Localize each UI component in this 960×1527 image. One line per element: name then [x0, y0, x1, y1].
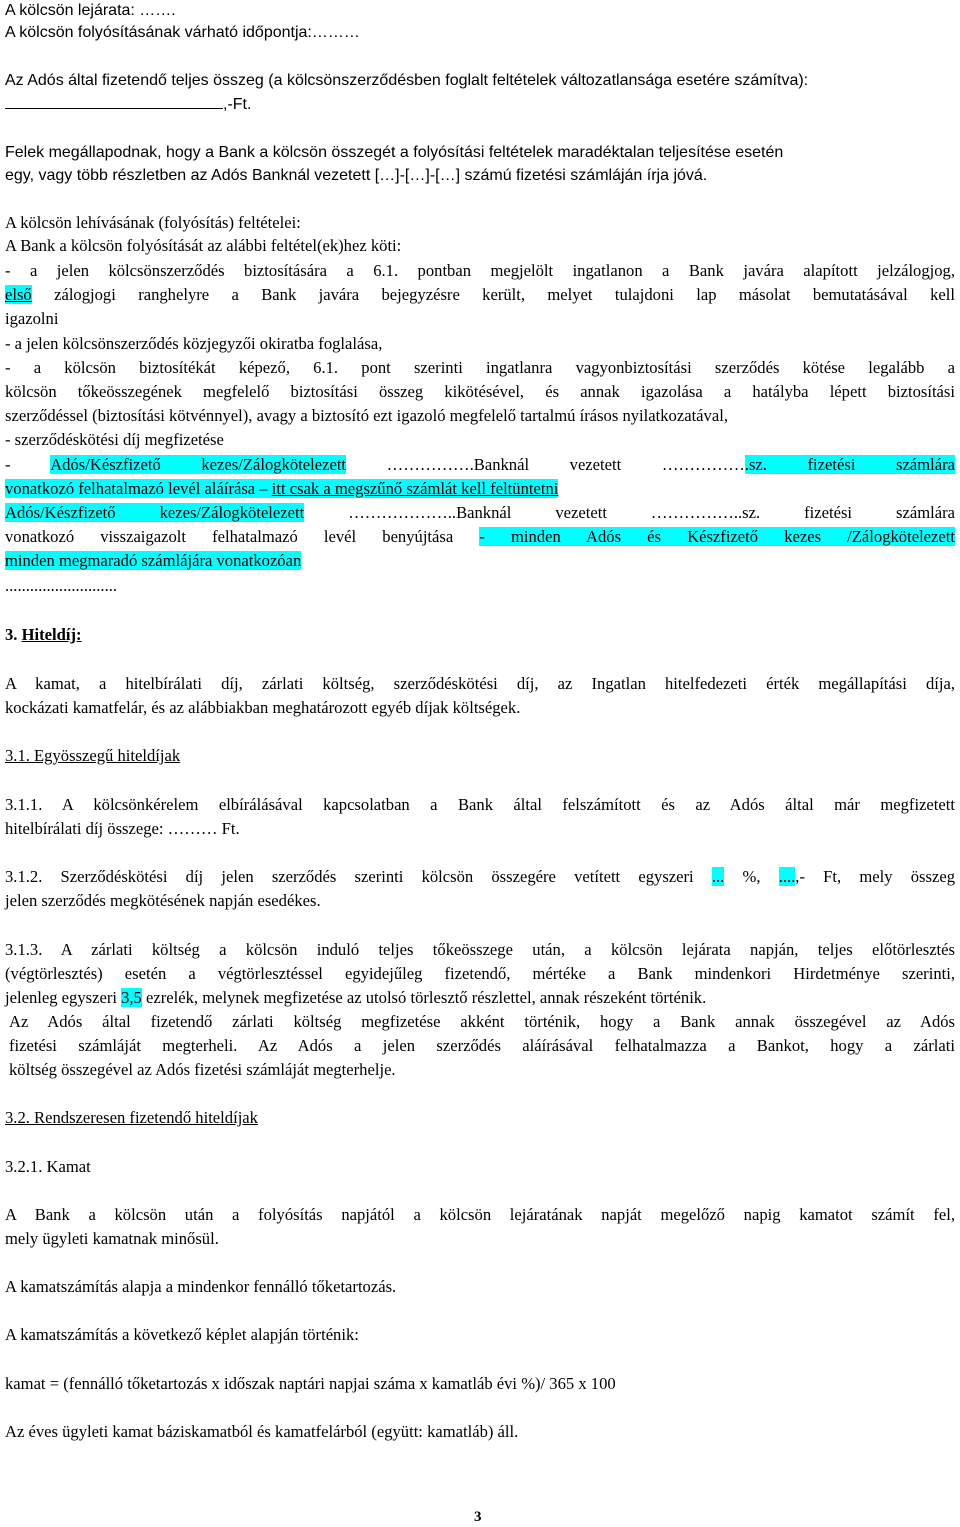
- paragraph-line: [5, 939, 955, 961]
- text: A Bank a kölcsön után a folyósítás napjától a kölcsön lejáratának napját megelőző napig kamatot számít fel,: [5, 1205, 955, 1224]
- text: A Bank a kölcsön folyósítását az alábbi feltétel(ek)hez köti:: [5, 236, 402, 255]
- text: ,- Ft, mely összeg: [795, 867, 955, 886]
- text: - a kölcsön biztosítékát képező, 6.1. pont szerinti ingatlanra vagyonbiztosítási szerződés kötése legalább a: [5, 358, 955, 377]
- paragraph-line: [5, 987, 955, 1009]
- text: %,: [724, 867, 779, 886]
- section-title: Hiteldíj:: [21, 625, 82, 644]
- paragraph-line: [5, 405, 955, 427]
- highlighted-text: itt csak a megszűnő számlát kell feltüntetni: [271, 479, 559, 498]
- paragraph-line: [5, 963, 955, 985]
- highlighted-text: ....: [778, 867, 796, 886]
- text: 3.1. Egyösszegű hiteldíjak: [5, 746, 181, 765]
- paragraph-line: [5, 1228, 955, 1250]
- paragraph-line: [9, 1011, 955, 1033]
- blank-amount-field: [5, 93, 223, 109]
- highlighted-text: Adós/Készfizető kezes/Zálogkötelezett: [50, 455, 347, 474]
- section-heading: [5, 624, 955, 646]
- highlighted-text: minden megmaradó számlájára vonatkozóan: [5, 551, 302, 570]
- paragraph-line: [5, 550, 955, 572]
- paragraph-line: [5, 142, 955, 164]
- subsection-heading: [5, 1156, 955, 1178]
- paragraph-line: [5, 235, 955, 257]
- text: ...........................: [5, 576, 118, 595]
- text: A kölcsön folyósításának várható időpontja:………: [5, 24, 360, 41]
- text: ezrelék, melynek megfizetése az utolsó törlesztő részlettel, annak részeként történik.: [141, 988, 707, 1007]
- paragraph-line: [5, 333, 955, 355]
- text: jelen szerződés megkötésének napján esedékes.: [5, 891, 321, 910]
- text: zálogjogi ranghelyre a Bank javára bejegyzésre került, melyet tulajdoni lap másolat bemutatásával kell: [31, 285, 955, 304]
- text: 3.2.1. Kamat: [5, 1157, 91, 1176]
- section-number: 3.: [5, 625, 22, 644]
- paragraph-line: [5, 1276, 955, 1298]
- subsection-heading: [5, 1107, 955, 1129]
- highlighted-text: .sz. fizetési számlára: [744, 455, 955, 474]
- paragraph-line: [5, 673, 955, 695]
- text: - a jelen kölcsönszerződés közjegyzői okiratba foglalása,: [5, 334, 383, 353]
- text: egy, vagy több részletben az Adós Banknál vezetett […]-[…]-[…] számú fizetési számláján írja jóvá.: [5, 167, 708, 184]
- total-amount-line: [5, 70, 955, 92]
- text: A kölcsön lejárata: …….: [5, 2, 176, 19]
- text: A kamat, a hitelbírálati díj, zárlati költség, szerződéskötési díj, az Ingatlan hitelfedezeti érték megállapítási díja,: [5, 674, 955, 693]
- text: vonatkozó visszaigazolt felhatalmazó levél benyújtása: [5, 527, 480, 546]
- text: -: [5, 455, 51, 474]
- text: Az Adós által fizetendő zárlati költség megfizetése akként történik, hogy a Bank annak összegével az Adós: [9, 1012, 955, 1031]
- highlighted-text: - minden Adós és Készfizető kezes /Zálogkötelezett: [479, 527, 955, 546]
- text: A kölcsön lehívásának (folyósítás) feltételei:: [5, 213, 301, 232]
- text: 3.1.1. A kölcsönkérelem elbírálásával kapcsolatban a Bank által felszámított és az Adós által már megfizetett: [5, 795, 955, 814]
- paragraph-line: [5, 381, 955, 403]
- text: kockázati kamatfelár, és az alábbiakban meghatározott egyéb díjak költségek.: [5, 698, 521, 717]
- paragraph-line: [5, 429, 955, 451]
- text: mely ügyleti kamatnak minősül.: [5, 1229, 219, 1248]
- paragraph-line: [5, 1324, 955, 1346]
- page-number: 3: [474, 1509, 482, 1525]
- conditions-heading: [5, 212, 955, 234]
- paragraph-line: [5, 260, 955, 282]
- text: költség összegével az Adós fizetési számláját megterhelje.: [9, 1060, 396, 1079]
- paragraph-line: [5, 478, 955, 500]
- total-amount-value-line: [5, 93, 955, 115]
- text: - szerződéskötési díj megfizetése: [5, 430, 224, 449]
- text: 3.2. Rendszeresen fizetendő hiteldíjak: [5, 1108, 258, 1127]
- text: jelenleg egyszeri: [5, 988, 122, 1007]
- highlighted-text: ...: [711, 867, 725, 886]
- text: ,-Ft.: [223, 96, 252, 113]
- highlighted-text: 3,5: [121, 988, 142, 1007]
- paragraph-line: [5, 308, 955, 330]
- paragraph-line: [5, 502, 955, 524]
- paragraph-line: [5, 357, 955, 379]
- paragraph-line: [5, 526, 955, 548]
- text: ………………..Banknál vezetett ……………..sz. fizetési számlára: [304, 503, 955, 522]
- highlighted-text: vonatkozó felhatalmazó levél aláírása –: [5, 479, 272, 498]
- text: igazolni: [5, 309, 59, 328]
- highlighted-text: első: [5, 285, 32, 304]
- text: szerződéssel (biztosítási kötvénnyel), avagy a biztosító ezt igazoló megfelelő tartalmú írásos nyilatkozatával,: [5, 406, 728, 425]
- paragraph-line: [5, 1421, 955, 1443]
- text: ……… Ft.: [167, 819, 240, 838]
- highlighted-text: Adós/Készfizető kezes/Zálogkötelezett: [5, 503, 305, 522]
- subsection-heading: [5, 745, 955, 767]
- paragraph-line: [5, 697, 955, 719]
- paragraph-line: [5, 165, 955, 187]
- text: Felek megállapodnak, hogy a Bank a kölcsön összegét a folyósítási feltételek maradéktalan teljesítése esetén: [5, 144, 784, 161]
- text: …………….Banknál vezetett ……………: [346, 455, 745, 474]
- paragraph-line: [5, 1204, 955, 1226]
- disbursement-date-line: [5, 22, 955, 44]
- text: Az Adós által fizetendő teljes összeg (a kölcsönszerződésben foglalt feltételek változatlansága esetére számítva):: [5, 72, 809, 89]
- text: hitelbírálati díj összege:: [5, 819, 168, 838]
- text: A kamatszámítás a következő képlet alapján történik:: [5, 1325, 359, 1344]
- text: A kamatszámítás alapja a mindenkor fennálló tőketartozás.: [5, 1277, 397, 1296]
- paragraph-line: [5, 454, 955, 476]
- loan-maturity-line: [5, 0, 955, 22]
- paragraph-line: [5, 575, 955, 597]
- text: 3.1.2. Szerződéskötési díj jelen szerződés szerinti kölcsön összegére vetített egyszeri: [5, 867, 712, 886]
- paragraph-line: [5, 284, 955, 306]
- text: fizetési számláját megterheli. Az Adós a jelen szerződés aláírásával felhatalmazza a Bankot, hogy a zárlati: [9, 1036, 955, 1055]
- text: - a jelen kölcsönszerződés biztosítására a 6.1. pontban megjelölt ingatlanon a Bank javára alapított jelzálogjog,: [5, 261, 955, 280]
- text: (végtörlesztés) esetén a végtörlesztéssel egyidejűleg fizetendő, mértéke a Bank mindenkori Hirdetménye szerinti,: [5, 964, 955, 983]
- text: 3.1.3. A zárlati költség a kölcsön induló teljes tőkeösszege után, a kölcsön lejárata napján, teljes előtörlesztés: [5, 940, 955, 959]
- text: kölcsön tőkeösszegének megfelelő biztosítási összeg kikötésével, és annak igazolása a hatályba lépett biztosítási: [5, 382, 955, 401]
- text: Az éves ügyleti kamat báziskamatból és kamatfelárból (együtt: kamatláb) áll.: [5, 1422, 519, 1441]
- paragraph-line: [9, 1035, 955, 1057]
- interest-formula: [5, 1373, 955, 1395]
- paragraph-line: [9, 1059, 959, 1081]
- paragraph-line: [5, 794, 955, 816]
- paragraph-line: [5, 866, 955, 888]
- paragraph-line: [5, 890, 955, 912]
- paragraph-line: [5, 818, 955, 840]
- text: kamat = (fennálló tőketartozás x időszak naptári napjai száma x kamatláb évi %)/ 365 x 100: [5, 1374, 616, 1393]
